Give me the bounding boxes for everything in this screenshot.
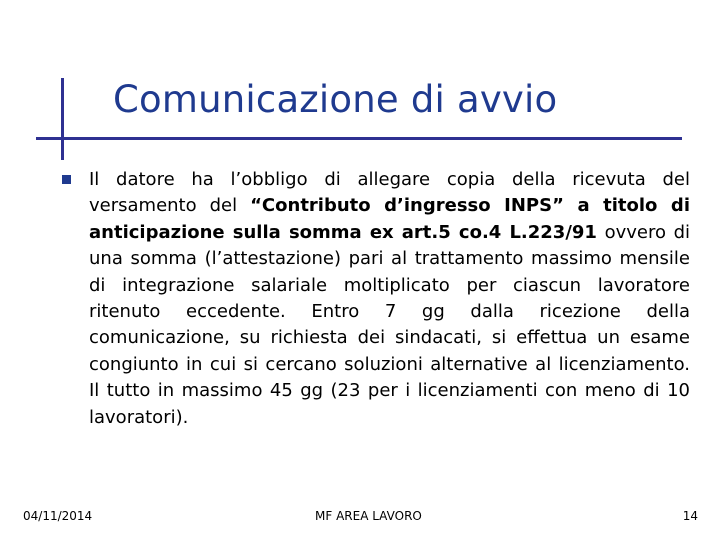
paragraph-text-end: ovvero di una somma (l’attestazione) pari al trattamento massimo mensile di integrazione salariale moltiplicato per ciascun lavoratore ritenuto eccedente. Entro 7 gg dalla ricezione della comunicazione, su richiesta dei sindacati, si effettua un esame congiunto in cui si cercano soluzioni alternative al licenziamento. Il tutto in massimo 45 gg (23 per i licenziamenti con meno di 10 lavoratori). [89,221,690,428]
footer-label: MF AREA LAVORO [315,509,422,523]
slide-title: Comunicazione di avvio [113,78,558,121]
bullet-paragraph [89,167,690,431]
square-bullet-icon [62,175,71,184]
paragraph-bold-text: “Contributo d’ingresso INPS” a titolo di anticipazione sulla somma ex art.5 co.4 L.223/91 [89,195,690,243]
footer-date: 04/11/2014 [23,509,93,523]
title-horizontal-rule [36,137,682,140]
title-vertical-rule [61,78,64,160]
paragraph-text-start: Il datore ha l’obbligo di allegare copia della ricevuta del versamento del [89,169,690,217]
slide-number: 14 [682,509,698,523]
